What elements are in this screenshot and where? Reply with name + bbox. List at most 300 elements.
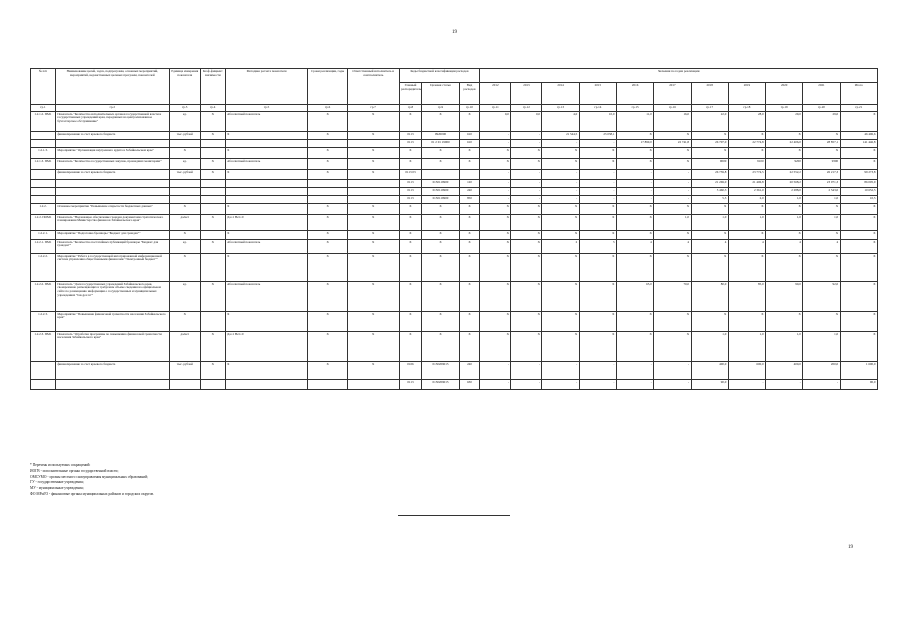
- table-cell: Х: [616, 131, 653, 139]
- table-cell: 610: [459, 139, 480, 147]
- column-number: гр.4: [200, 105, 225, 112]
- table-cell: Х: [225, 147, 308, 158]
- table-cell: Х: [691, 311, 728, 331]
- note-line: ГУ - государственные учреждения;: [30, 480, 84, 485]
- table-cell: Да=1 Нет=0: [225, 214, 308, 230]
- table-cell: 0113: [399, 379, 422, 389]
- column-number: гр.7: [347, 105, 399, 112]
- table-cell: Х: [347, 331, 399, 361]
- table-cell: Х: [459, 203, 480, 214]
- table-cell: 120: [459, 179, 480, 187]
- table-cell: Х: [200, 331, 225, 361]
- table-cell: Х: [480, 311, 511, 331]
- table-cell: 5 460,3: [691, 187, 728, 195]
- table-cell: Х: [347, 111, 399, 131]
- table-cell: -: [542, 139, 579, 147]
- table-cell: Х: [728, 147, 765, 158]
- table-cell: [347, 179, 399, 187]
- table-cell: 46 406,6: [840, 131, 877, 139]
- table-cell: [308, 187, 347, 195]
- table-cell: Х: [480, 147, 511, 158]
- table-row: [31, 281, 878, 311]
- column-number: гр.16: [654, 105, 691, 112]
- table-row: [31, 147, 878, 158]
- table-cell: -: [766, 379, 803, 389]
- table-cell: ед.: [169, 111, 200, 131]
- header-terms: Сроки реализации, годы: [308, 69, 347, 105]
- table-cell: -: [616, 169, 653, 179]
- table-row: [31, 253, 878, 281]
- table-cell: Х: [579, 214, 616, 230]
- table-cell: Мероприятие "Работа в государственной интегрированной информационной системе управления общественными финансами "Электронный бюджет"": [55, 253, 169, 281]
- header-type: Вид расходов: [459, 83, 480, 105]
- table-cell: Х: [422, 311, 459, 331]
- column-number: гр.9: [422, 105, 459, 112]
- table-cell: Х: [728, 131, 765, 139]
- table-cell: Х: [691, 203, 728, 214]
- table-cell: -: [616, 379, 653, 389]
- table-cell: Х: [308, 214, 347, 230]
- table-cell: Х: [169, 147, 200, 158]
- table-cell: 90,0: [691, 379, 728, 389]
- header-year: 2016: [616, 83, 653, 105]
- table-cell: Х: [579, 253, 616, 281]
- table-row: [31, 203, 878, 214]
- table-cell: 600,0: [728, 361, 765, 379]
- table-cell: [347, 379, 399, 389]
- table-cell: 17 890,0: [616, 139, 653, 147]
- table-cell: Х: [347, 131, 399, 139]
- table-cell: Х: [225, 169, 308, 179]
- table-cell: 86 005,9: [840, 179, 877, 187]
- table-cell: 0150209015: [422, 361, 459, 379]
- table-cell: 0150119900: [422, 195, 459, 203]
- table-cell: 0113 03: [399, 169, 422, 179]
- table-row: [31, 179, 878, 187]
- table-cell: Х: [803, 253, 840, 281]
- table-cell: Х: [654, 331, 691, 361]
- table-cell: финансирование за счет краевого бюджета: [55, 131, 169, 139]
- table-cell: 26 739,8: [691, 169, 728, 179]
- table-row: [31, 195, 878, 203]
- table-cell: 01 2 01 19900: [422, 139, 459, 147]
- header-num: № п/п: [31, 69, 56, 105]
- table-cell: [200, 203, 225, 214]
- table-cell: [55, 379, 169, 389]
- table-cell: -: [654, 379, 691, 389]
- table-cell: Х: [616, 203, 653, 214]
- table-row: [31, 158, 878, 169]
- column-number: гр.11: [480, 105, 511, 112]
- table-cell: 4: [728, 239, 765, 253]
- page-number-bottom: 19: [848, 545, 853, 550]
- table-cell: 4,0: [542, 111, 579, 131]
- table-cell: 1 600,0: [840, 361, 877, 379]
- table-cell: Абсолютный показатель: [225, 111, 308, 131]
- table-row: [31, 379, 878, 389]
- table-cell: Х: [459, 311, 480, 331]
- table-cell: Х: [542, 158, 579, 169]
- table-cell: Х: [840, 147, 877, 158]
- table-cell: тыс. рублей: [169, 131, 200, 139]
- table-cell: Х: [654, 203, 691, 214]
- table-cell: Х: [616, 311, 653, 331]
- table-cell: ед.: [169, 281, 200, 311]
- table-cell: 1.2.2.1. ПМ1: [31, 239, 56, 253]
- table-cell: [200, 195, 225, 203]
- table-cell: 0113: [399, 139, 422, 147]
- table-cell: 1.2.1.2. ПМ1: [31, 111, 56, 131]
- table-row: [31, 331, 878, 361]
- table-cell: Х: [422, 239, 459, 253]
- table-cell: Х: [691, 131, 728, 139]
- table-cell: 1,0: [766, 195, 803, 203]
- table-cell: Мероприятие "Организация внутреннего аудита в Забайкальском крае": [55, 147, 169, 158]
- table-cell: [169, 379, 200, 389]
- table-cell: Х: [840, 281, 877, 311]
- table-cell: 0113: [399, 179, 422, 187]
- table-cell: 0113: [399, 195, 422, 203]
- header-unit: Единица измерения показателя: [169, 69, 200, 105]
- table-cell: 28,0: [728, 111, 765, 131]
- table-cell: 23 038,1: [579, 131, 616, 139]
- table-cell: Х: [169, 203, 200, 214]
- table-cell: Х: [766, 147, 803, 158]
- note-line: ОМСУМО - органы местного самоуправления муниципальных образований;: [30, 474, 149, 479]
- table-cell: Х: [459, 230, 480, 239]
- table-cell: Х: [200, 169, 225, 179]
- table-cell: Х: [347, 203, 399, 214]
- table-cell: -: [579, 361, 616, 379]
- table-cell: Х: [654, 311, 691, 331]
- table-cell: 141 446,8: [840, 139, 877, 147]
- column-number: гр.6: [308, 105, 347, 112]
- table-cell: 1.2.2.3.: [31, 311, 56, 331]
- table-cell: -: [579, 179, 616, 187]
- table-cell: Х: [399, 203, 422, 214]
- table-cell: Х: [200, 281, 225, 311]
- table-cell: -: [511, 169, 542, 179]
- table-cell: Х: [480, 214, 511, 230]
- table-cell: Х: [579, 203, 616, 214]
- column-number: гр.15: [616, 105, 653, 112]
- table-cell: 9000: [691, 158, 728, 169]
- table-cell: Х: [459, 331, 480, 361]
- table-cell: 0113: [399, 187, 422, 195]
- table-cell: 23 774,5: [728, 169, 765, 179]
- table-cell: 80,0: [691, 281, 728, 311]
- column-number: гр.13: [542, 105, 579, 112]
- table-cell: [200, 253, 225, 281]
- table-cell: [308, 379, 347, 389]
- table-cell: Х: [308, 169, 347, 179]
- table-row: [31, 139, 878, 147]
- table-cell: Х: [728, 230, 765, 239]
- table-cell: [225, 139, 308, 147]
- table-cell: Х: [766, 131, 803, 139]
- table-cell: Х: [840, 111, 877, 131]
- table-cell: ед.: [169, 158, 200, 169]
- header-year: 2014: [542, 83, 579, 105]
- table-cell: Х: [422, 331, 459, 361]
- table-cell: Х: [399, 147, 422, 158]
- abbreviations-notes: [30, 463, 154, 498]
- table-cell: Х: [691, 253, 728, 281]
- table-cell: -: [579, 187, 616, 195]
- table-cell: [347, 187, 399, 195]
- table-cell: [55, 139, 169, 147]
- table-cell: -: [511, 187, 542, 195]
- table-cell: Х: [728, 253, 765, 281]
- table-cell: Показатель "Надлежащее обеспечение граждан документами стратегического планирования Министерства финансов Забайкальского края": [55, 214, 169, 230]
- table-cell: Х: [399, 158, 422, 169]
- table-cell: Х: [200, 111, 225, 131]
- table-cell: 9100: [728, 158, 765, 169]
- column-number: гр.8: [399, 105, 422, 112]
- table-cell: 0150119900: [422, 187, 459, 195]
- table-cell: 10,5: [840, 195, 877, 203]
- table-cell: Х: [200, 239, 225, 253]
- table-cell: -: [542, 187, 579, 195]
- table-cell: -: [579, 139, 616, 147]
- table-cell: [308, 139, 347, 147]
- header-values: Значения по годам реализации: [480, 69, 878, 83]
- table-cell: Х: [579, 230, 616, 239]
- table-cell: Х: [347, 169, 399, 179]
- table-cell: -: [542, 379, 579, 389]
- table-cell: Х: [347, 230, 399, 239]
- table-cell: -: [542, 179, 579, 187]
- table-cell: Х: [459, 253, 480, 281]
- table-cell: -: [480, 179, 511, 187]
- table-cell: Х: [511, 311, 542, 331]
- table-cell: Х: [803, 147, 840, 158]
- table-cell: 28 857,1: [803, 139, 840, 147]
- table-cell: Х: [616, 230, 653, 239]
- table-cell: 200,0: [803, 361, 840, 379]
- table-cell: Х: [480, 281, 511, 311]
- table-cell: 22 741,8: [654, 139, 691, 147]
- table-cell: Да=1 Нет=0: [225, 331, 308, 361]
- table-cell: Х: [422, 253, 459, 281]
- table-cell: Х: [480, 239, 511, 253]
- table-cell: 85,0: [728, 281, 765, 311]
- table-cell: 2,0: [728, 195, 765, 203]
- table-cell: Х: [480, 230, 511, 239]
- table-cell: Х: [511, 239, 542, 253]
- table-cell: -: [511, 379, 542, 389]
- table-cell: Х: [728, 203, 765, 214]
- table-cell: 23 071,3: [803, 179, 840, 187]
- table-cell: Х: [728, 311, 765, 331]
- table-cell: Х: [579, 158, 616, 169]
- table-cell: 1.2.2.: [31, 203, 56, 214]
- table-cell: Х: [225, 203, 308, 214]
- table-cell: [55, 187, 169, 195]
- table-cell: 630: [459, 379, 480, 389]
- table-cell: Х: [347, 253, 399, 281]
- table-cell: -: [579, 169, 616, 179]
- table-cell: -: [616, 187, 653, 195]
- column-number: гр.21: [840, 105, 877, 112]
- header-year: 2020: [766, 83, 803, 105]
- table-cell: Х: [480, 253, 511, 281]
- table-cell: Х: [803, 230, 840, 239]
- table-cell: -: [728, 379, 765, 389]
- table-cell: [308, 179, 347, 187]
- table-cell: 2 361,0: [728, 187, 765, 195]
- table-cell: 16,0: [654, 111, 691, 131]
- table-cell: Абсолютный показатель: [225, 239, 308, 253]
- table-cell: тыс. рублей: [169, 169, 200, 179]
- indicators-table: [30, 68, 878, 390]
- table-cell: Х: [422, 214, 459, 230]
- table-cell: [169, 195, 200, 203]
- table-cell: -: [480, 379, 511, 389]
- table-cell: -: [511, 131, 542, 139]
- table-row: [31, 187, 878, 195]
- table-cell: Основное мероприятие "Повышение открытости бюджетных данных": [55, 203, 169, 214]
- column-number: гр.5: [225, 105, 308, 112]
- table-cell: [31, 195, 56, 203]
- table-cell: 850: [459, 195, 480, 203]
- table-cell: 1.2.2.3. ПМ1: [31, 331, 56, 361]
- table-cell: -: [542, 195, 579, 203]
- table-cell: -: [480, 169, 511, 179]
- table-cell: 4: [691, 239, 728, 253]
- table-cell: Х: [399, 281, 422, 311]
- table-cell: Х: [511, 281, 542, 311]
- table-cell: -: [654, 169, 691, 179]
- table-cell: Х: [308, 331, 347, 361]
- table-cell: [225, 195, 308, 203]
- table-cell: [308, 195, 347, 203]
- header-year: 2017: [654, 83, 691, 105]
- table-cell: -: [480, 195, 511, 203]
- table-cell: 22 406,0: [766, 139, 803, 147]
- header-grbs: Главный распорядитель: [399, 83, 422, 105]
- table-cell: 10 652,5: [840, 187, 877, 195]
- table-cell: Показатель "Количество постатейных публикаций брошюры "Бюджет для граждан"": [55, 239, 169, 253]
- table-cell: -: [480, 361, 511, 379]
- table-cell: Х: [616, 253, 653, 281]
- table-cell: 0113: [399, 131, 422, 139]
- table-cell: Х: [459, 158, 480, 169]
- table-cell: 3: [579, 239, 616, 253]
- table-cell: Х: [616, 158, 653, 169]
- table-cell: Х: [579, 331, 616, 361]
- table-cell: 240: [459, 187, 480, 195]
- table-cell: 1.2.2.2. ПМ1: [31, 281, 56, 311]
- table-cell: Х: [840, 331, 877, 361]
- table-cell: Х: [200, 214, 225, 230]
- table-cell: Х: [654, 158, 691, 169]
- table-cell: Х: [542, 230, 579, 239]
- table-cell: Х: [308, 361, 347, 379]
- table-cell: 21 406,8: [728, 179, 765, 187]
- header-year: 2012: [480, 83, 511, 105]
- table-cell: [31, 379, 56, 389]
- table-cell: Х: [766, 203, 803, 214]
- note-line: ФО МРиГО - финансовые органы муниципальных районов и городских округов.: [30, 491, 155, 496]
- table-cell: Х: [308, 281, 347, 311]
- table-cell: 99 273,8: [840, 169, 877, 179]
- table-cell: 0,0: [480, 111, 511, 131]
- table-row: [31, 214, 878, 230]
- table-cell: Х: [399, 214, 422, 230]
- table-cell: Х: [459, 239, 480, 253]
- table-cell: 29,0: [766, 111, 803, 131]
- table-cell: 1,0: [728, 331, 765, 361]
- table-cell: 4: [616, 239, 653, 253]
- table-cell: Х: [840, 230, 877, 239]
- table-cell: -: [480, 187, 511, 195]
- header-budget-codes: Коды бюджетной классификации расходов: [399, 69, 480, 83]
- table-cell: -: [654, 179, 691, 187]
- table-row: [31, 230, 878, 239]
- table-cell: Х: [399, 311, 422, 331]
- table-cell: Х: [803, 311, 840, 331]
- table-cell: Х: [840, 214, 877, 230]
- note-line: ИОГВ - исполнительные органы государственной власти;: [30, 468, 119, 473]
- table-cell: -: [480, 139, 511, 147]
- table-cell: -: [654, 187, 691, 195]
- table-cell: [200, 379, 225, 389]
- table-row: [31, 311, 878, 331]
- table-cell: [55, 179, 169, 187]
- table-cell: Х: [511, 214, 542, 230]
- table-cell: [200, 187, 225, 195]
- header-year: 2019: [728, 83, 765, 105]
- table-cell: Х: [840, 239, 877, 253]
- table-cell: Х: [399, 111, 422, 131]
- table-cell: Х: [459, 281, 480, 311]
- note-line: * Перечень используемых сокращений:: [30, 463, 91, 467]
- table-cell: Х: [654, 230, 691, 239]
- table-cell: Х: [225, 311, 308, 331]
- table-cell: [31, 169, 56, 179]
- table-row: [31, 239, 878, 253]
- table-cell: 400,0: [691, 361, 728, 379]
- table-cell: [200, 230, 225, 239]
- table-cell: Х: [308, 147, 347, 158]
- header-year: 2015: [579, 83, 616, 105]
- table-cell: Х: [347, 158, 399, 169]
- table-cell: 22 774,8: [728, 139, 765, 147]
- table-cell: 4: [803, 239, 840, 253]
- table-cell: Х: [459, 111, 480, 131]
- table-cell: -: [542, 169, 579, 179]
- table-cell: Х: [347, 239, 399, 253]
- table-cell: Х: [480, 203, 511, 214]
- table-cell: 2 543,0: [803, 187, 840, 195]
- table-cell: Х: [654, 131, 691, 139]
- table-cell: Х: [766, 253, 803, 281]
- table-cell: 1,0: [654, 214, 691, 230]
- table-cell: 90,0: [766, 281, 803, 311]
- table-cell: Х: [616, 331, 653, 361]
- table-cell: Х: [308, 230, 347, 239]
- table-cell: Х: [459, 214, 480, 230]
- table-cell: Х: [422, 230, 459, 239]
- table-cell: 240: [459, 361, 480, 379]
- table-cell: 92,0: [803, 281, 840, 311]
- table-cell: Х: [542, 147, 579, 158]
- table-row: [31, 111, 878, 131]
- table-cell: [200, 139, 225, 147]
- table-cell: Х: [200, 361, 225, 379]
- table-cell: 0150119900: [422, 179, 459, 187]
